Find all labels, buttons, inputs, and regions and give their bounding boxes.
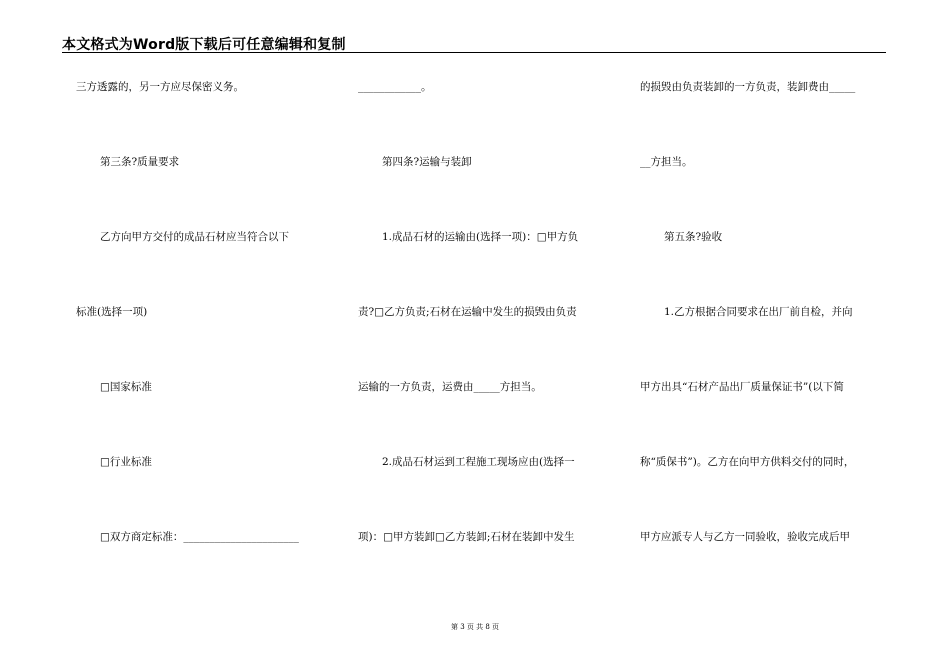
checkbox-option: □行业标准	[100, 456, 152, 468]
text-line: 标准(选择一项)	[76, 306, 148, 318]
checkbox-option: □双方商定标准：______________________	[100, 531, 299, 543]
text-line: 的损毁由负责装卸的一方负责，装卸费由_____	[640, 81, 856, 93]
text-line: 1.成品石材的运输由(选择一项)：□甲方负	[382, 231, 579, 243]
document-header-title: 本文格式为Word版下载后可任意编辑和复制	[62, 37, 346, 53]
text-line: 运输的一方负责，运费由_____方担当。	[358, 381, 542, 393]
text-column-3	[640, 0, 902, 600]
text-line: 甲方出具“石材产品出厂质量保证书”(以下简	[640, 381, 844, 393]
text-line: 1.乙方根据合同要求在出厂前自检，并向	[664, 306, 853, 318]
text-line: 责?□乙方负责;石材在运输中发生的损毁由负责	[358, 306, 577, 318]
text-line: 乙方向甲方交付的成品石材应当符合以下	[100, 231, 289, 243]
section-heading: 第五条?验收	[664, 231, 723, 243]
text-column-2	[358, 0, 620, 600]
section-heading: 第四条?运输与装卸	[382, 156, 472, 168]
text-line: 甲方应派专人与乙方一同验收，验收完成后甲	[640, 531, 850, 543]
text-column-1	[76, 0, 338, 600]
text-line: 称“质保书”)。乙方在向甲方供料交付的同时，	[640, 456, 855, 468]
text-line: 三方透露的，另一方应尽保密义务。	[76, 81, 244, 93]
section-heading: 第三条?质量要求	[100, 156, 180, 168]
text-line: 项)：□甲方装卸□乙方装卸;石材在装卸中发生	[358, 531, 575, 543]
checkbox-option: □国家标准	[100, 381, 152, 393]
text-line: ____________。	[358, 81, 432, 93]
page-number: 第 3 页 共 8 页	[450, 623, 500, 631]
text-line: __方担当。	[640, 156, 693, 168]
text-line: 2.成品石材运到工程施工现场应由(选择一	[382, 456, 575, 468]
